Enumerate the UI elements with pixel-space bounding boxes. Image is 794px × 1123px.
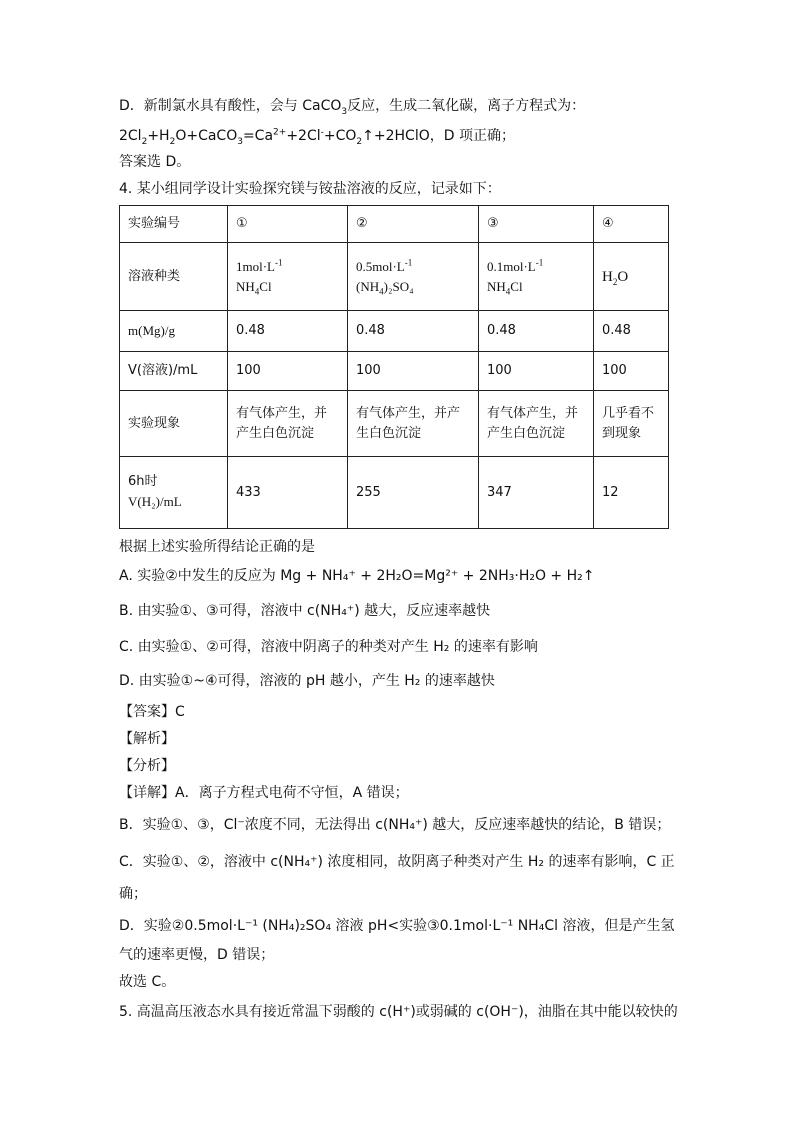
detail-c1: C．实验①、②，溶液中 c(NH₄⁺) 浓度相同，故阴离子种类对产生 H₂ 的速率有影响，C 正 [119,854,675,870]
fenxi-header: 【分析】 [119,758,175,774]
table-cell: $0.1mol\cdot L^{-1}$ $NH_4Cl$ [479,243,594,311]
table-cell: 0.48 [348,311,479,352]
option-a: A. 实验②中发生的反应为 Mg + NH₄⁺ + 2H₂O=Mg²⁺ + 2NH₃·H₂O + H₂↑ [119,568,595,584]
table-cell: 100 [594,352,669,391]
table-cell: 实验编号 [120,206,228,243]
table-cell: 6h时 V(H₂)/mL [120,457,228,529]
detail-d2: 气的速率更慢，D 错误； [119,947,275,963]
table-cell: 347 [479,457,594,529]
table-row [120,391,669,457]
table-cell: 溶液种类 [120,243,228,311]
table-row [120,243,669,311]
table-cell: 433 [228,457,348,529]
table-row [120,457,669,529]
table-cell: 几乎看不到现象 [594,391,669,457]
option-b: B. 由实验①、③可得，溶液中 c(NH₄⁺) 越大，反应速率越快 [119,603,491,619]
table-cell: V(溶液)/mL [120,352,228,391]
table-cell: 0.48 [479,311,594,352]
final-answer: 故选 C。 [119,974,176,990]
table-cell: 有气体产生，并产生白色沉淀 [348,391,479,457]
table-cell: ④ [594,206,669,243]
experiment-table [119,205,669,529]
table-cell: 0.48 [594,311,669,352]
table-cell: $H_2O$ [594,243,669,311]
detail-d1: D．实验②0.5mol·L⁻¹ (NH₄)₂SO₄ 溶液 pH<实验③0.1mol·L⁻¹ NH₄Cl 溶液，但是产生氢 [119,918,675,934]
option-d: D. 由实验①~④可得，溶液的 pH 越小，产生 H₂ 的速率越快 [119,673,495,689]
detail-a: 【详解】A．离子方程式电荷不守恒，A 错误； [119,785,409,801]
table-cell: m(Mg)/g [120,311,228,352]
option-c: C. 由实验①、②可得，溶液中阴离子的种类对产生 H₂ 的速率有影响 [119,639,538,655]
table-cell: 12 [594,457,669,529]
table-row [120,311,669,352]
table-cell: 有气体产生，并产生白色沉淀 [479,391,594,457]
table-cell: $0.5mol\cdot L^{-1}$ $(NH_4)_2SO_4$ [348,243,479,311]
prev-answer: 答案选 D。 [119,154,191,170]
table-cell: ③ [479,206,594,243]
table-cell: 0.48 [228,311,348,352]
table-cell: $1mol\cdot L^{-1}$ $NH_4Cl$ [228,243,348,311]
table-cell: 实验现象 [120,391,228,457]
prev-d-line: D．新制氯水具有酸性，会与 CaCO$_3$反应，生成二氧化碳，离子方程式为： [119,98,586,117]
detail-b: B．实验①、③，Cl⁻浓度不同，无法得出 c(NH₄⁺) 越大，反应速率越快的结论，B 错误； [119,817,671,833]
question-prompt: 根据上述实验所得结论正确的是 [119,539,315,555]
question-stem: 4. 某小组同学设计实验探究镁与铵盐溶液的反应，记录如下： [119,181,501,197]
prev-equation: $2Cl_2+H_2O+CaCO_3=Ca^{2+}+2Cl^-+CO_2↑+2HClO$，D 项正确； [119,127,515,147]
answer-line: 【答案】C [119,704,185,720]
table-cell: 100 [228,352,348,391]
question-5-stem: 5. 高温高压液态水具有接近常温下弱酸的 c(H⁺)或弱碱的 c(OH⁻)，油脂在其中能以较快的 [119,1004,678,1020]
table-cell: 255 [348,457,479,529]
table-row [120,206,669,243]
table-cell: 有气体产生，并产生白色沉淀 [228,391,348,457]
table-cell: ② [348,206,479,243]
table-cell: 100 [479,352,594,391]
analysis-header: 【解析】 [119,731,175,747]
detail-c2: 确； [119,886,147,902]
table-row [120,352,669,391]
table-cell: ① [228,206,348,243]
table-cell: 100 [348,352,479,391]
